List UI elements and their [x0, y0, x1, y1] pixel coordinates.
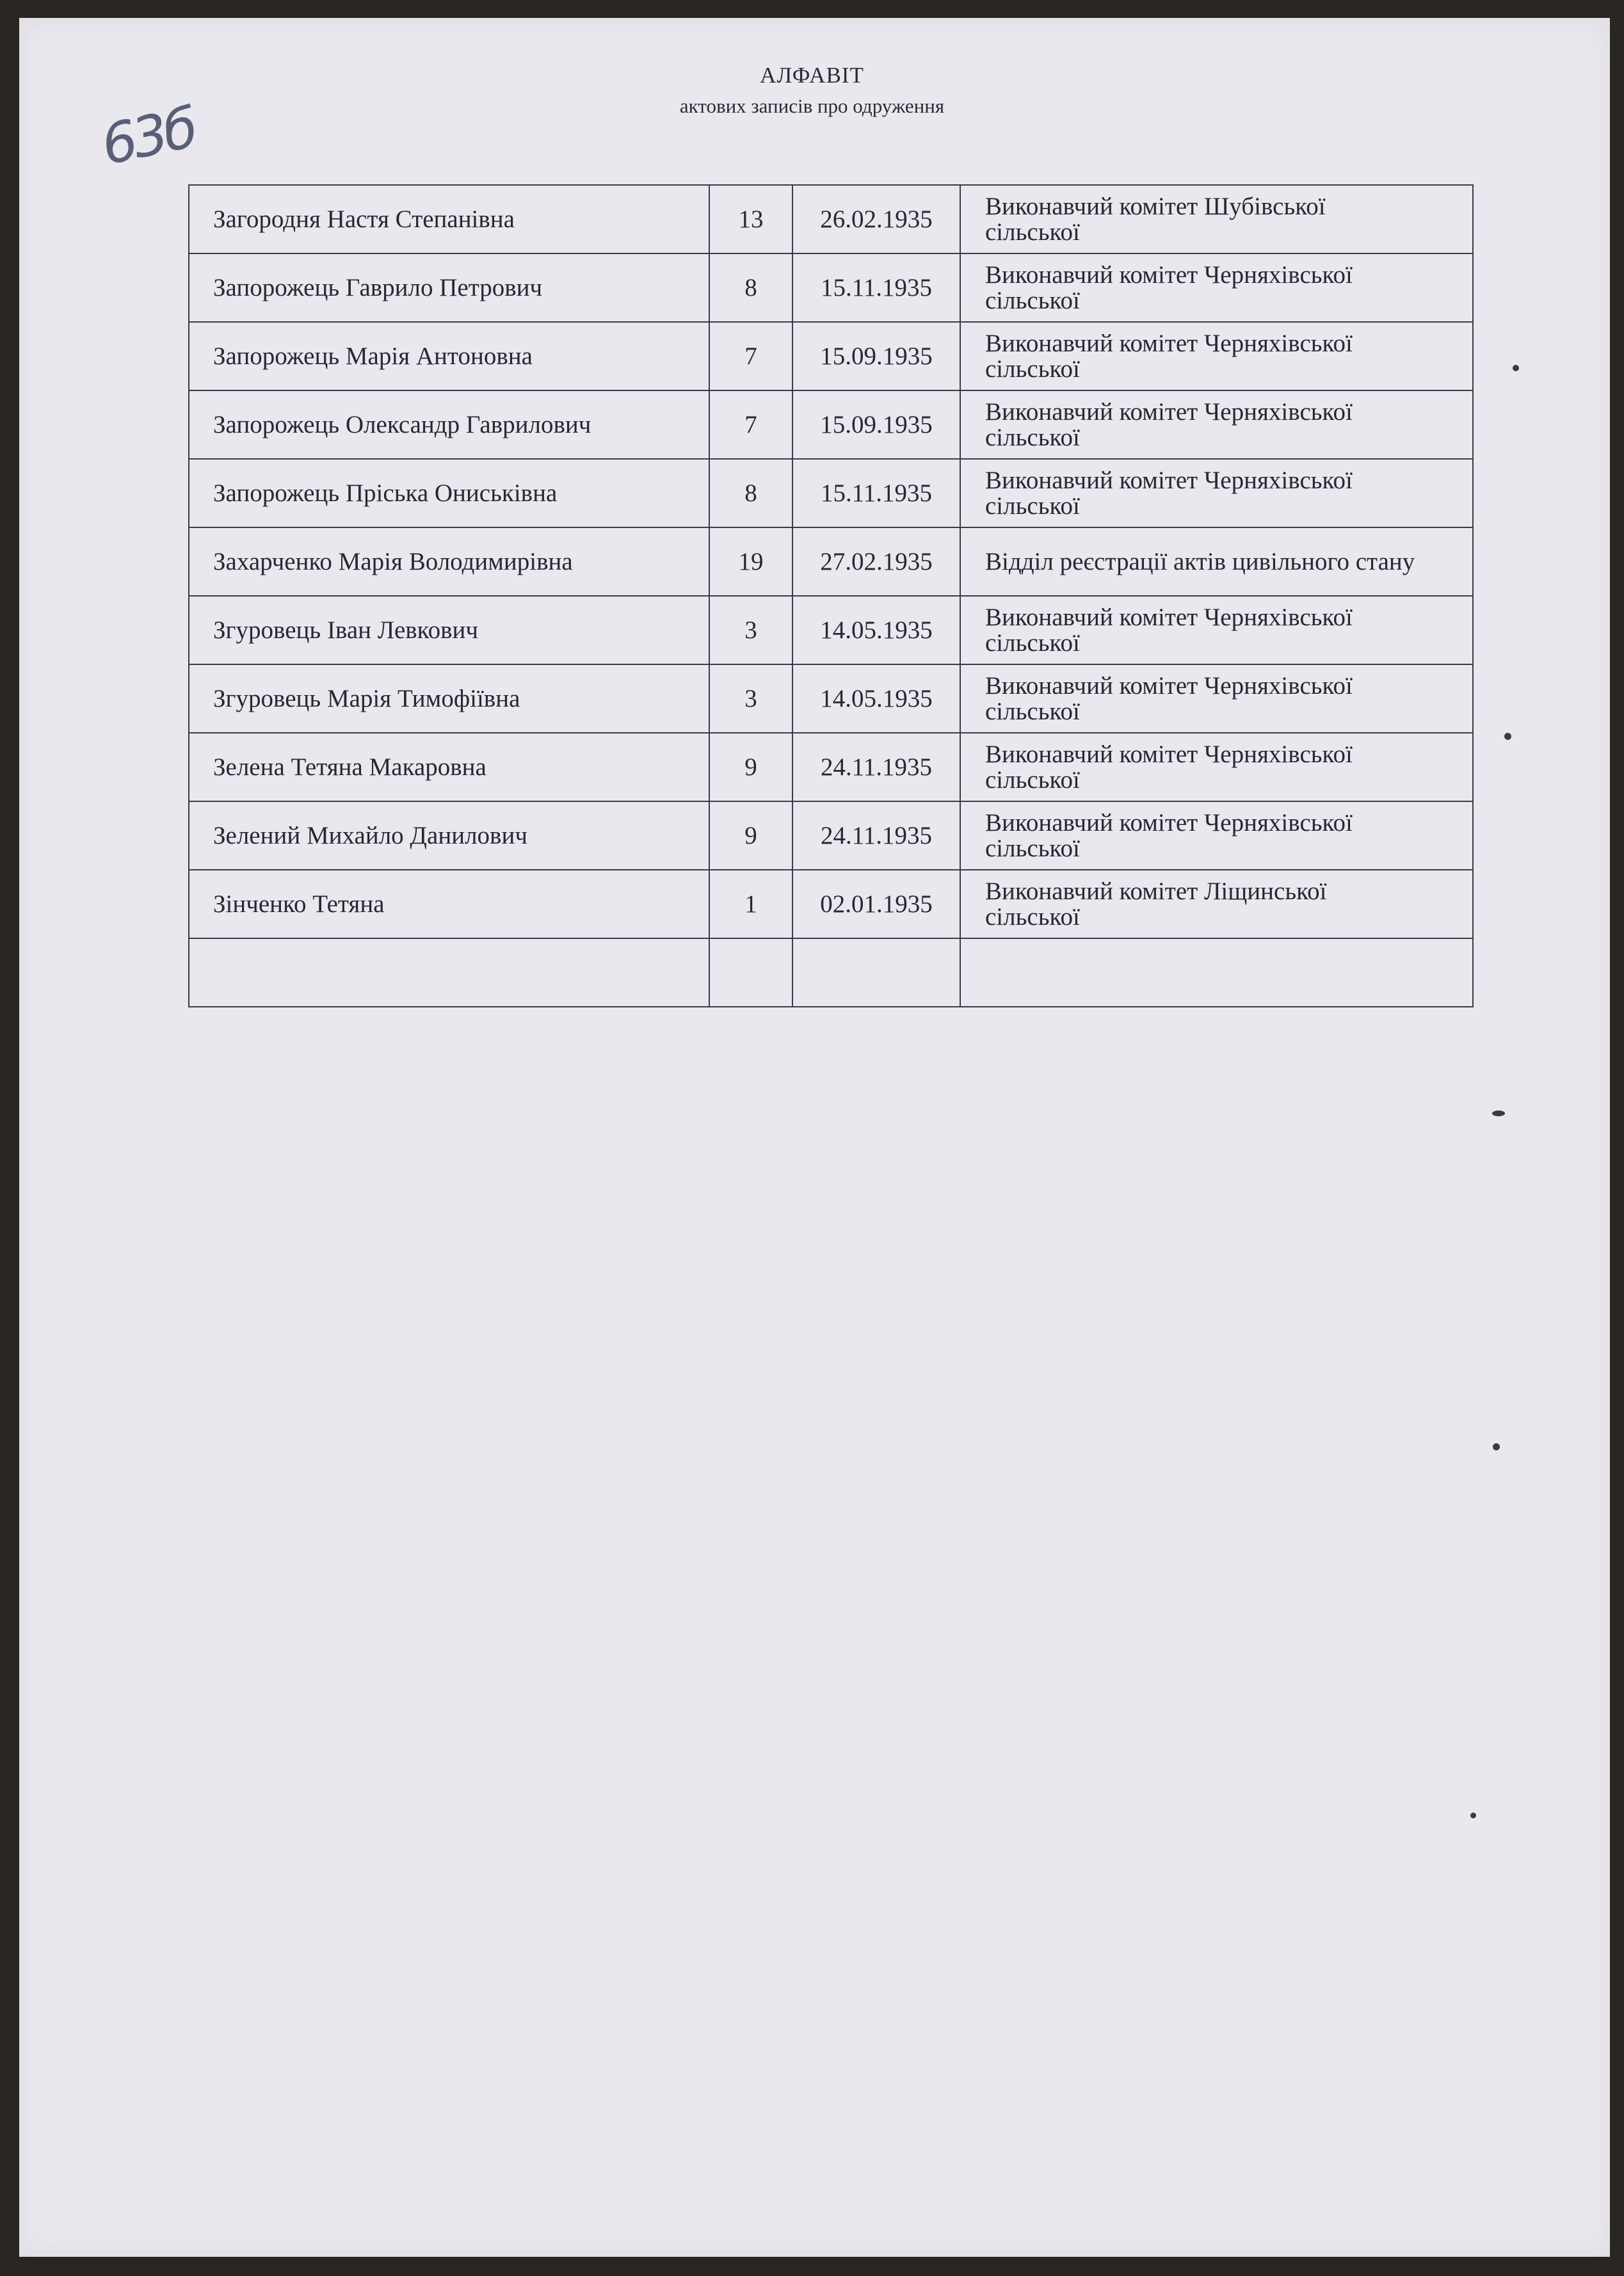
- registry-office-cell: [960, 870, 1473, 938]
- registry-office-line1: Виконавчий комітет Черняхівської: [985, 603, 1353, 631]
- registry-office-line2: сільської: [985, 834, 1080, 862]
- table-row: [189, 390, 1473, 459]
- record-date-cell: [792, 938, 960, 1007]
- table-row: [189, 322, 1473, 390]
- registry-office-line2: сільської: [985, 492, 1080, 520]
- record-date-cell: 15.09.1935: [792, 390, 960, 459]
- marriage-records-table: [188, 184, 1474, 1007]
- scan-speck: [1504, 733, 1511, 740]
- registry-office-cell: [960, 527, 1473, 596]
- record-date-cell: 26.02.1935: [792, 185, 960, 253]
- table-row: [189, 185, 1473, 253]
- record-number-cell: 9: [709, 801, 792, 870]
- table-row: [189, 527, 1473, 596]
- document-subtitle: актових записів про одруження: [679, 95, 945, 117]
- registry-office-cell: [960, 459, 1473, 527]
- registry-office-cell: [960, 390, 1473, 459]
- record-number-cell: 3: [709, 596, 792, 664]
- person-name-cell: Згуровець Марія Тимофіївна: [189, 664, 709, 733]
- record-date-cell: 14.05.1935: [792, 596, 960, 664]
- registry-office-line1: Виконавчий комітет Черняхівської: [985, 671, 1353, 700]
- record-number-cell: 9: [709, 733, 792, 801]
- registry-office-cell: [960, 322, 1473, 390]
- handwritten-page-number: 63б: [96, 95, 200, 178]
- record-number-cell: 8: [709, 459, 792, 527]
- registry-office-cell: [960, 253, 1473, 322]
- table-row: [189, 459, 1473, 527]
- registry-office-line2: сільської: [985, 697, 1080, 725]
- table-row: [189, 253, 1473, 322]
- registry-office-cell: [960, 185, 1473, 253]
- record-number-cell: 19: [709, 527, 792, 596]
- person-name-cell: Запорожець Пріська Ониськівна: [189, 459, 709, 527]
- table-row: [189, 801, 1473, 870]
- person-name-cell: [189, 938, 709, 1007]
- registry-office-line1: Відділ реєстрації актів цивільного стану: [985, 547, 1415, 575]
- record-number-cell: 1: [709, 870, 792, 938]
- record-number-cell: 8: [709, 253, 792, 322]
- table-row: [189, 664, 1473, 733]
- record-number-cell: 7: [709, 322, 792, 390]
- registry-office-cell: [960, 801, 1473, 870]
- person-name-cell: Запорожець Олександр Гаврилович: [189, 390, 709, 459]
- registry-office-line2: сільської: [985, 902, 1080, 931]
- table-row: [189, 938, 1473, 1007]
- registry-office-line1: Виконавчий комітет Черняхівської: [985, 397, 1353, 426]
- record-number-cell: [709, 938, 792, 1007]
- record-date-cell: 27.02.1935: [792, 527, 960, 596]
- scan-speck: [1492, 1110, 1505, 1116]
- registry-office-cell: [960, 938, 1473, 1007]
- record-number-cell: 13: [709, 185, 792, 253]
- person-name-cell: Зінченко Тетяна: [189, 870, 709, 938]
- person-name-cell: Запорожець Гаврило Петрович: [189, 253, 709, 322]
- record-date-cell: 24.11.1935: [792, 733, 960, 801]
- person-name-cell: Загородня Настя Степанівна: [189, 185, 709, 253]
- records-table-body: [189, 185, 1473, 1007]
- record-date-cell: 15.09.1935: [792, 322, 960, 390]
- record-number-cell: 3: [709, 664, 792, 733]
- registry-office-line1: Виконавчий комітет Черняхівської: [985, 466, 1353, 494]
- record-date-cell: 15.11.1935: [792, 253, 960, 322]
- registry-office-line2: сільської: [985, 355, 1080, 383]
- record-date-cell: 02.01.1935: [792, 870, 960, 938]
- registry-office-line2: сільської: [985, 286, 1080, 314]
- person-name-cell: Зелений Михайло Данилович: [189, 801, 709, 870]
- person-name-cell: Зелена Тетяна Макаровна: [189, 733, 709, 801]
- person-name-cell: Згуровець Іван Левкович: [189, 596, 709, 664]
- registry-office-line1: Виконавчий комітет Черняхівської: [985, 260, 1353, 289]
- scan-speck: [1513, 365, 1519, 371]
- record-number-cell: 7: [709, 390, 792, 459]
- registry-office-line1: Виконавчий комітет Черняхівської: [985, 740, 1353, 768]
- registry-office-line2: сільської: [985, 765, 1080, 794]
- registry-office-cell: [960, 664, 1473, 733]
- scan-speck: [1470, 1813, 1476, 1818]
- table-row: [189, 596, 1473, 664]
- person-name-cell: Захарченко Марія Володимирівна: [189, 527, 709, 596]
- scan-speck: [1493, 1443, 1500, 1450]
- table-row: [189, 870, 1473, 938]
- registry-office-line2: сільської: [985, 629, 1080, 657]
- person-name-cell: Запорожець Марія Антоновна: [189, 322, 709, 390]
- record-date-cell: 14.05.1935: [792, 664, 960, 733]
- document-title: АЛФАВІТ: [760, 63, 864, 88]
- record-date-cell: 24.11.1935: [792, 801, 960, 870]
- registry-office-line1: Виконавчий комітет Шубівської: [985, 192, 1326, 220]
- registry-office-cell: [960, 596, 1473, 664]
- registry-office-line1: Виконавчий комітет Черняхівської: [985, 808, 1353, 837]
- registry-office-cell: [960, 733, 1473, 801]
- registry-office-line1: Виконавчий комітет Ліщинської: [985, 877, 1327, 905]
- record-date-cell: 15.11.1935: [792, 459, 960, 527]
- registry-office-line1: Виконавчий комітет Черняхівської: [985, 329, 1353, 357]
- registry-office-line2: сільської: [985, 218, 1080, 246]
- table-row: [189, 733, 1473, 801]
- registry-office-line2: сільської: [985, 423, 1080, 451]
